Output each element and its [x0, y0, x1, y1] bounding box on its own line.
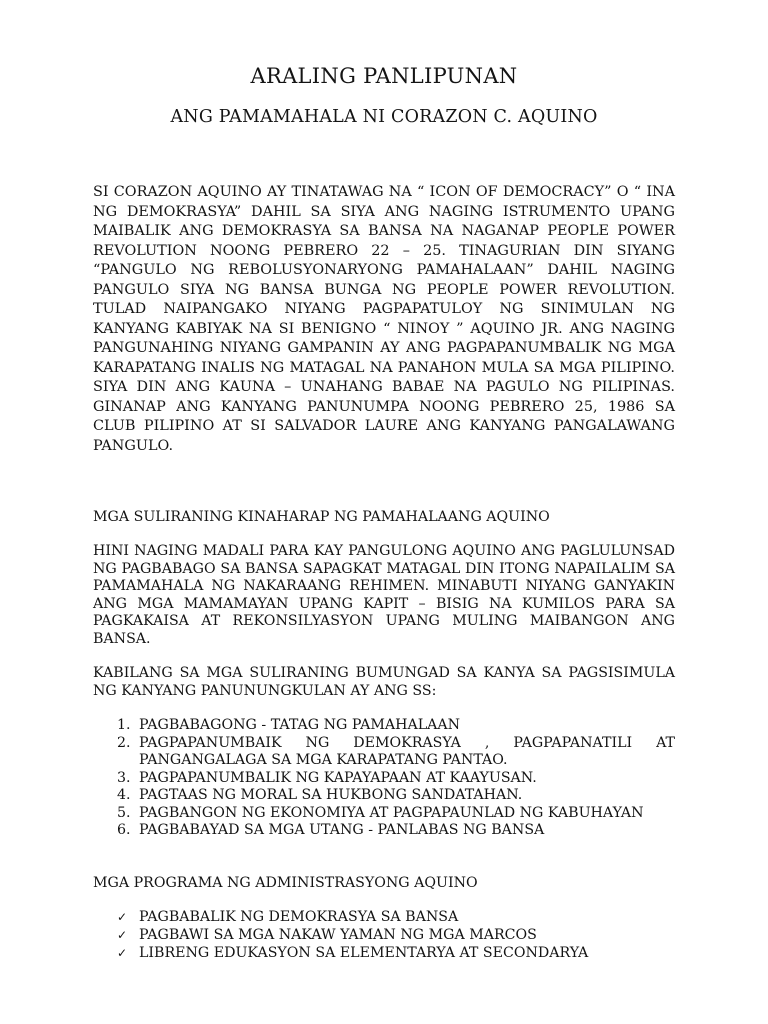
intro-paragraph: SI CORAZON AQUINO AY TINATAWAG NA “ ICON OF DEMOCRACY” O “ INA NG DEMOKRASYA” DAHIL SA SIYA ANG NAGING ISTRUMENTO UPANG MAIBALIK ANG DEMOKRASYA SA BANSA NA NAGANAP PEOPLE POWER REVOLUTION NOONG PEBRERO 22 – 25. TINAGURIAN DIN SIYANG “PANGULO NG REBOLUSYONARYONG PAMAHALAAN” DAHIL NAGING PANGULO SIYA NG BANSA BUNGA NG PEOPLE POWER REVOLUTION. TULAD NAIPANGAKO NIYANG PAGPAPATULOY NG SINIMULAN NG KANYANG KABIYAK NA SI BENIGNO “ NINOY ” AQUINO JR. ANG NAGING PANGUNAHING NIYANG GAMPANIN AY ANG PAGPAPANUMBALIK NG MGA KARAPATANG INALIS NG MATAGAL NA PANAHON MULA SA MGA PILIPINO. SIYA DIN ANG KAUNA – UNAHANG BABAE NA PAGULO NG PILIPINAS. GINANAP ANG KANYANG PANUNUMPA NOONG PEBRERO 25, 1986 SA CLUB PILIPINO AT SI SALVADOR LAURE ANG KANYANG PANGALAWANG PANGULO. [93, 184, 675, 454]
checkmark-icon: ✓ [117, 928, 128, 942]
list-item [117, 735, 675, 770]
checkmark-icon: ✓ [117, 910, 128, 924]
list-item-text: PAGBABAGONG - TATAG NG PAMAHALAAN [139, 717, 461, 733]
list-number: 2. [117, 734, 131, 751]
checkmark-icon: ✓ [117, 946, 128, 960]
section-heading-programa: MGA PROGRAMA NG ADMINISTRASYONG AQUINO [93, 875, 478, 891]
list-item-text: PAGBANGON NG EKONOMIYA AT PAGPAPAUNLAD NG KABUHAYAN [139, 804, 644, 821]
list-number: 4. [117, 787, 131, 803]
list-item [117, 908, 677, 926]
list-item-text: PAGPAPANUMBALIK NG KAPAYAPAAN AT KAAYUSAN. [139, 769, 537, 786]
list-number: 5. [117, 804, 131, 821]
list-number: 1. [117, 717, 131, 733]
problems-list [117, 717, 675, 840]
document-title: ARALING PANLIPUNAN [250, 64, 518, 88]
list-item [117, 805, 675, 823]
list-item [117, 926, 677, 944]
list-item [117, 944, 677, 962]
list-item-text: PAGBAWI SA MGA NAKAW YAMAN NG MGA MARCOS [139, 927, 537, 943]
kabilang-paragraph: KABILANG SA MGA SULIRANING BUMUNGAD SA KANYA SA PAGSISIMULA NG KANYANG PANUNUNGKULAN AY ANG SS: [93, 665, 675, 699]
list-item [117, 770, 675, 788]
suliranin-paragraph: HINI NAGING MADALI PARA KAY PANGULONG AQUINO ANG PAGLULUNSAD NG PAGBABAGO SA BANSA SAPAGKAT MATAGAL DIN ITONG NAPAILALIM SA PAMAMAHALA NG NAKARAANG REHIMEN. MINABUTI NIYANG GANYAKIN ANG MGA MAMAMAYAN UPANG KAPIT – BISIG NA KUMILOS PARA SA PAGKAKAISA AT REKONSILYASYON UPANG MULING MAIBANGON ANG BANSA. [93, 543, 675, 647]
list-item-text: PAGBABALIK NG DEMOKRASYA SA BANSA [139, 909, 459, 925]
list-number: 6. [117, 822, 131, 838]
list-item-text: PAGPAPANUMBAIK NG DEMOKRASYA , PAGPAPANATILI AT PANGANGALAGA SA MGA KARAPATANG PANTAO. [139, 734, 675, 768]
list-item-text: PAGBABAYAD SA MGA UTANG - PANLABAS NG BANSA [139, 822, 545, 838]
section-heading-suliranin: MGA SULIRANING KINAHARAP NG PAMAHALAANG AQUINO [93, 509, 550, 525]
list-item [117, 717, 675, 735]
list-number: 3. [117, 769, 131, 786]
list-item-text: PAGTAAS NG MORAL SA HUKBONG SANDATAHAN. [139, 787, 523, 803]
programs-list [117, 908, 677, 962]
document-subtitle: ANG PAMAMAHALA NI CORAZON C. AQUINO [170, 107, 598, 127]
list-item-text: LIBRENG EDUKASYON SA ELEMENTARYA AT SECONDARYA [139, 945, 589, 961]
list-item [117, 822, 675, 840]
list-item [117, 787, 675, 805]
